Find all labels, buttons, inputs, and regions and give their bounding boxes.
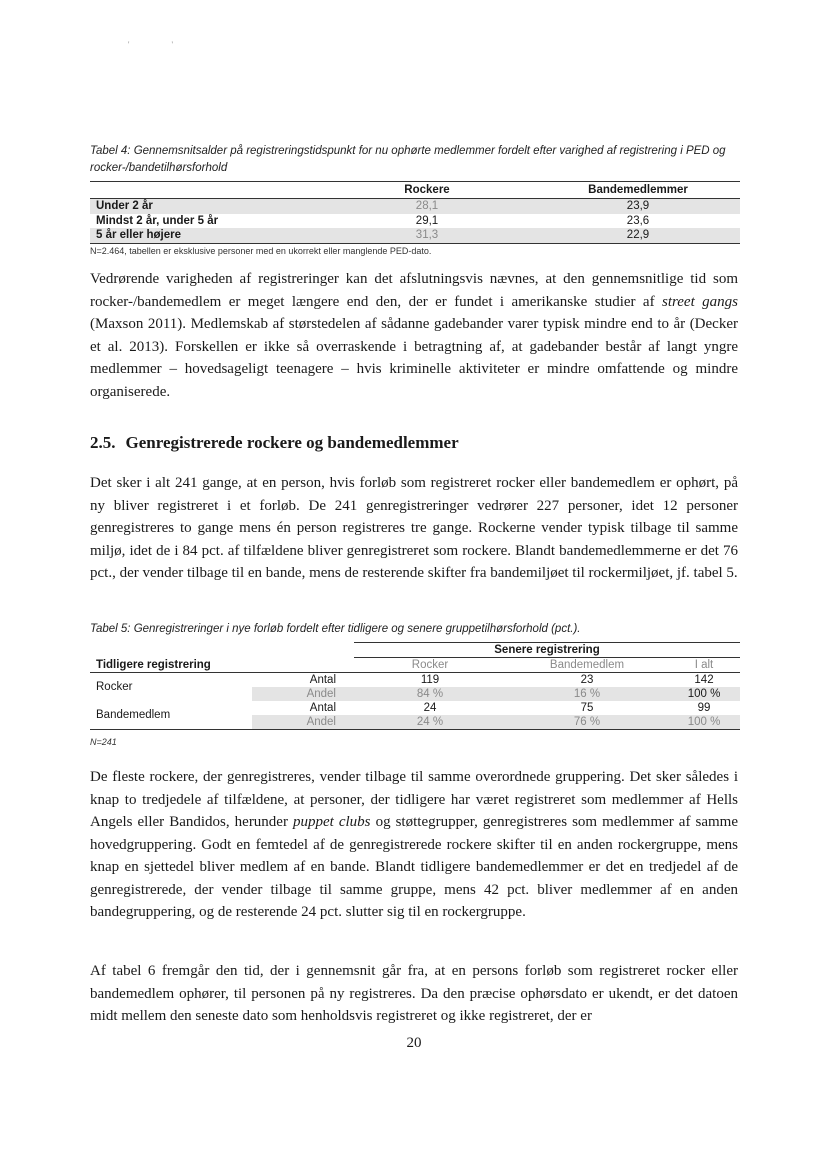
- table-row: [90, 199, 740, 214]
- table5-note: N=241: [90, 737, 117, 747]
- table5-col-bandemedlem: Bandemedlem: [506, 658, 668, 673]
- table5-cell: 16 %: [506, 687, 668, 701]
- paragraph-3: [90, 766, 738, 924]
- table4-header-blank: [90, 182, 318, 199]
- table5: [90, 642, 740, 730]
- table-row: [90, 228, 740, 243]
- page-number: 20: [406, 1035, 422, 1051]
- paragraph-3-text-end: og støttegrupper, genregistreres som medlemmer af samme hovedgruppering. Godt en femtedel af de genregistrerede rockere skifter til en anden rockergruppe, mens knap en sjettedel bliver medlem af en bande. Blandt tidligere bandemedlemmer er det en tredjedel af de genregistrerede, der vender tilbage til samme gruppe, mens 42 pct. bliver medlemmer af en anden bandegruppering, og de resterende 24 pct. slutter sig til en rockergruppe.: [90, 814, 738, 920]
- table4-cell-bande: 22,9: [536, 228, 740, 243]
- paragraph-4: Af tabel 6 fremgår den tid, der i gennemsnit går fra, at en persons forløb som registreret rocker eller bandemedlem ophører, til personen på ny registreres. Da den præcise ophørsdato er ukendt, er det datoen midt mellem den seneste dato som henholdsvis registreret og ikke registreret, der er: [90, 963, 738, 1024]
- table5-cell: 142: [694, 674, 714, 686]
- table5-cell: 76 %: [506, 715, 668, 730]
- table4-note: N=2.464, tabellen er eksklusive personer med en ukorrekt eller manglende PED-dato.: [90, 246, 432, 256]
- table5-caption: Tabel 5: Genregistreringer i nye forløb fordelt efter tidligere og senere gruppetilhørsforhold (pct.).: [90, 623, 581, 635]
- section-title: Genregistrerede rockere og bandemedlemmer: [125, 433, 459, 452]
- table5-cell: 119: [420, 674, 440, 686]
- table5-sub-label: Antal: [309, 702, 336, 714]
- table5-cell: 24: [423, 702, 437, 714]
- table5-group-label: Bandemedlem: [90, 701, 252, 730]
- table5-sub-label: Andel: [252, 715, 354, 730]
- table5-group-header: Senere registrering: [354, 643, 740, 658]
- paragraph-2: Det sker i alt 241 gange, at en person, hvis forløb som registreret rocker eller bandemedlem er ophørt, på ny bliver registreret i et forløb. De 241 genregistreringer vedrører 227 personer, idet 12 personer genregistreres to gange mens én person registreres tre gange. Rockerne vender typisk tilbage til samme miljø, idet de i 84 pct. af tilfældene bliver genregistreret som rockere. Blandt bandemedlemmerne er det 76 pct., der vender tilbage til en bande, mens de resterende skifter fra bandemiljøet til rockermiljøet, jf. tabel 5.: [90, 475, 738, 581]
- table5-cell: 75: [580, 702, 594, 714]
- table4: [90, 181, 740, 244]
- table4-cell-bande: 23,6: [626, 214, 650, 227]
- section-heading: [90, 433, 459, 453]
- table5-cell: 24 %: [354, 715, 506, 730]
- table4-cell-bande: 23,9: [536, 199, 740, 214]
- table4-row-label: Mindst 2 år, under 5 år: [96, 214, 219, 227]
- table4-header-bande: Bandemedlemmer: [536, 182, 740, 199]
- table-row: [90, 214, 740, 229]
- paragraph-1-text-end: (Maxson 2011). Medlemskab af størstedelen af sådanne gadebander varer typisk mindre end to år (Decker et al. 2013). Forskellen er ikke så overraskende i betragtning af, at gadebander består af langt yngre medlemmer – hovedsageligt teenagere – hvis kriminelle aktiviteter er mindre omfattende og mindre organiserede.: [90, 316, 738, 400]
- scan-specks: ' ': [128, 40, 173, 49]
- paragraph-1: [90, 268, 738, 403]
- table4-header-rockere: Rockere: [318, 182, 536, 199]
- table5-row-header: Tidligere registrering: [90, 658, 354, 673]
- table5-col-ialt: I alt: [668, 658, 740, 673]
- paragraph-3-italic: puppet clubs: [293, 814, 371, 830]
- table5-cell: 23: [580, 674, 594, 686]
- table4-cell-rockere: 28,1: [318, 199, 536, 214]
- paragraph-1-text: Vedrørende varigheden af registreringer kan det afslutningsvis nævnes, at den gennemsnitlige tid som rocker-/bandemedlem er meget længere end den, der er fundet i amerikanske studier af: [90, 271, 738, 310]
- table-row: [90, 701, 740, 715]
- table4-row-label: Under 2 år: [90, 199, 318, 214]
- table5-group-row: [90, 643, 740, 658]
- section-number: 2.5.: [90, 433, 116, 452]
- table5-group-label: Rocker: [96, 681, 133, 693]
- paragraph-1-italic: street gangs: [661, 293, 738, 310]
- table5-header-row: [90, 658, 740, 673]
- table5-cell: 100 %: [668, 715, 740, 730]
- table5-cell: 84 %: [354, 687, 506, 701]
- table5-sub-label: Andel: [252, 687, 354, 701]
- table4-cell-rockere: 31,3: [318, 228, 536, 243]
- table5-cell: 99: [697, 702, 711, 714]
- paragraph-3-text: De fleste rockere, der genregistreres, vender tilbage til samme overordnede gruppering. Det sker således i knap to tredjedele af tilfældene, at personer, der tidligere har været registreret som medlemmer af Hells Angels eller Bandidos, herunder: [90, 769, 738, 830]
- table5-col-rocker: Rocker: [354, 658, 506, 673]
- table5-cell: 100 %: [668, 687, 740, 701]
- table4-header-row: [90, 182, 740, 199]
- table4-cell-rockere: 29,1: [415, 214, 439, 227]
- table4-caption: Tabel 4: Gennemsnitsalder på registreringstidspunkt for nu ophørte medlemmer fordelt efter varighed af registrering i PED og rocker-/bandetilhørsforhold: [90, 145, 726, 174]
- table5-sub-label: Antal: [309, 674, 336, 686]
- table-row: [90, 673, 740, 688]
- table4-row-label: 5 år eller højere: [90, 228, 318, 243]
